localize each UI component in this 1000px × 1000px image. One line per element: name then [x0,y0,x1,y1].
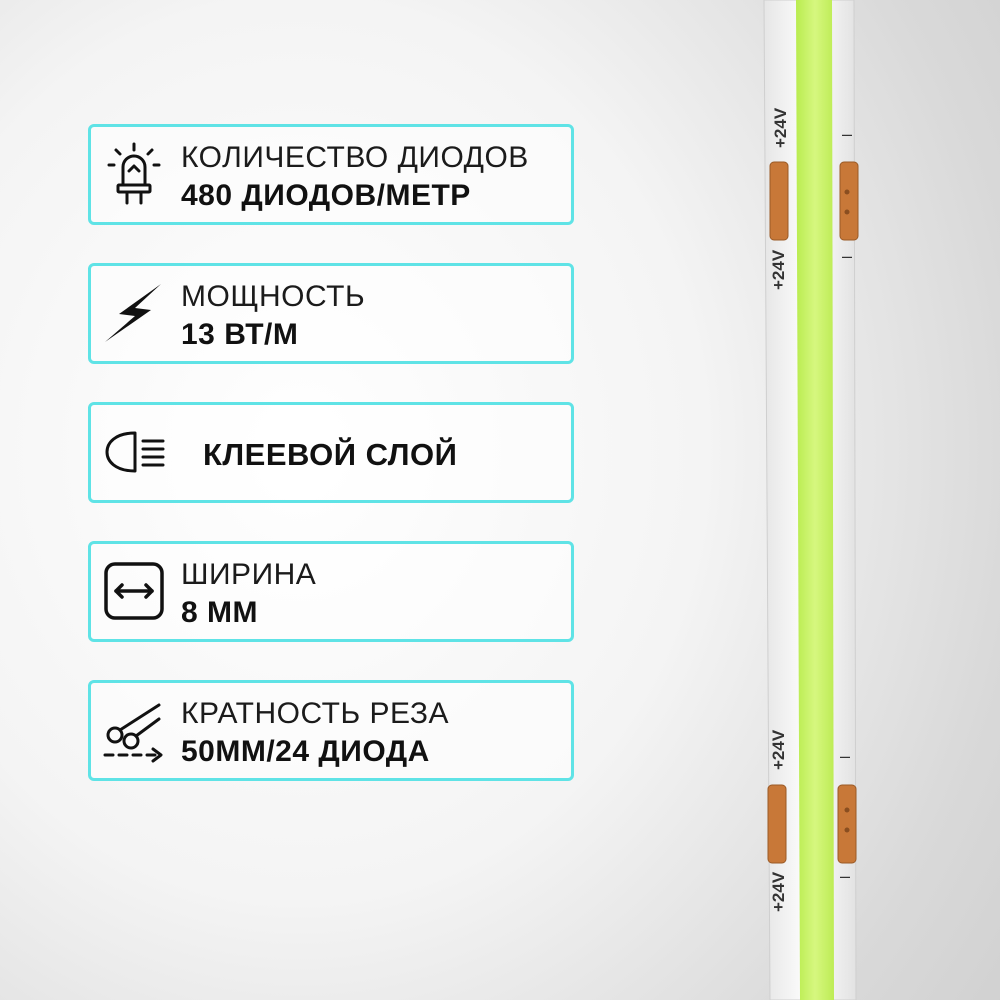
spec-label: КЛЕЕВОЙ СЛОЙ [203,437,458,472]
strip-label-plus: +24V [769,729,788,770]
strip-label-plus: +24V [769,871,788,912]
spec-value: 13 ВТ/М [181,318,299,351]
led-diode-icon [101,141,167,207]
width-arrows-icon [101,558,167,624]
spec-card-cut-interval [88,680,574,781]
strip-label-minus: – [840,866,851,886]
spec-value: 8 ММ [181,596,258,629]
spec-title: КРАТНОСТЬ РЕЗА [181,697,449,730]
spec-title: ШИРИНА [181,558,317,591]
spec-card-adhesive [88,402,574,503]
spec-card-diode-count [88,124,574,225]
spec-title: КОЛИЧЕСТВО ДИОДОВ [181,141,529,174]
lightning-bolt-icon [101,280,167,346]
strip-label-minus: – [840,746,851,766]
headlight-icon [101,419,167,485]
strip-label-plus: +24V [771,107,790,148]
strip-label-plus: +24V [769,249,788,290]
strip-led-band [796,0,834,1000]
strip-label-minus: – [842,246,853,266]
spec-card-width [88,541,574,642]
spec-value: 50ММ/24 ДИОДА [181,735,430,768]
spec-value: 480 ДИОДОВ/МЕТР [181,179,471,212]
scissors-cut-icon [101,697,167,763]
led-strip-image [730,0,910,1000]
spec-card-power [88,263,574,364]
strip-label-minus: – [842,124,853,144]
spec-title: МОЩНОСТЬ [181,280,366,313]
